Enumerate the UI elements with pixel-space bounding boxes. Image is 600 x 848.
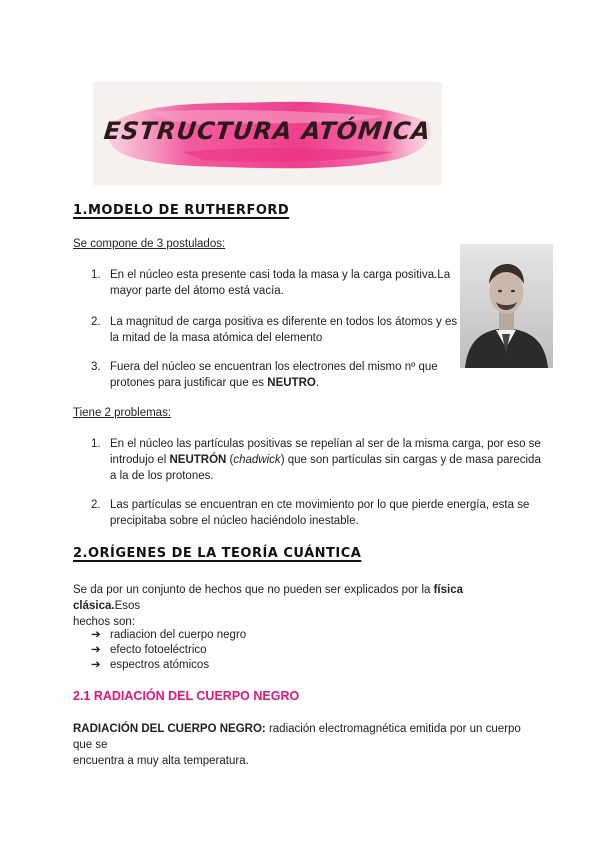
definition-paragraph: RADIACIÓN DEL CUERPO NEGRO: radiación electromagnética emitida por un cuerpo que se encuentra a muy alta temperatura.	[73, 723, 521, 767]
problemas-label: Tiene 2 problemas:	[73, 407, 172, 419]
postulados-label: Se compone de 3 postulados:	[73, 238, 226, 250]
title-banner	[93, 82, 442, 185]
arrow-right-icon: ➔	[91, 629, 101, 641]
arrow-right-icon: ➔	[91, 644, 101, 656]
page-title: ESTRUCTURA ATÓMICA	[102, 117, 433, 145]
portrait-image	[460, 244, 553, 368]
portrait-photo	[460, 244, 553, 368]
subsection-heading: 2.1 RADIACIÓN DEL CUERPO NEGRO	[73, 689, 300, 703]
section2-intro: Se da por un conjunto de hechos que no pueden ser explicados por la física clásica.Esos hechos son:	[73, 584, 464, 628]
section1-heading: 1.MODELO DE RUTHERFORD	[73, 203, 290, 218]
arrow-right-icon: ➔	[91, 659, 101, 671]
section2-heading: 2.ORÍGENES DE LA TEORÍA CUÁNTICA	[73, 546, 362, 561]
